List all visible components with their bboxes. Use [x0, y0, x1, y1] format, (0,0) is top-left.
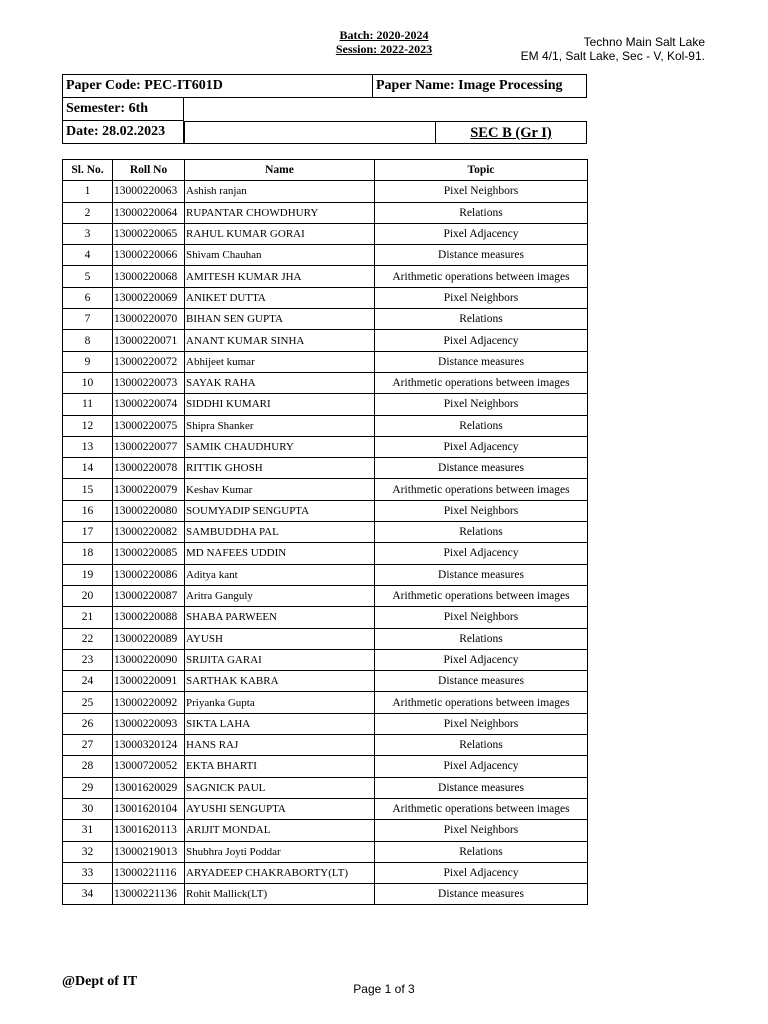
roll-no-cell: 13000220064 [113, 202, 185, 223]
paper-name: Paper Name: Image Processing [373, 74, 587, 98]
roll-no-cell: 13000220087 [113, 585, 185, 606]
topic-cell: Distance measures [375, 245, 588, 266]
name-cell: Keshav Kumar [185, 479, 375, 500]
name-cell: Shipra Shanker [185, 415, 375, 436]
topic-cell: Distance measures [375, 671, 588, 692]
topic-cell: Pixel Adjacency [375, 756, 588, 777]
roll-no-cell: 13000220085 [113, 543, 185, 564]
topic-cell: Pixel Adjacency [375, 649, 588, 670]
sl-no-cell: 23 [63, 649, 113, 670]
name-cell: SOUMYADIP SENGUPTA [185, 500, 375, 521]
page-number: Page 1 of 3 [353, 982, 415, 996]
col-header-roll-no: Roll No [113, 160, 185, 181]
topic-cell: Pixel Adjacency [375, 330, 588, 351]
name-cell: SHABA PARWEEN [185, 607, 375, 628]
sl-no-cell: 4 [63, 245, 113, 266]
institution-name: Techno Main Salt Lake [583, 35, 705, 49]
table-row [63, 479, 588, 500]
sl-no-cell: 28 [63, 756, 113, 777]
student-topic-table [62, 159, 588, 905]
roll-no-cell: 13000220092 [113, 692, 185, 713]
table-row [63, 458, 588, 479]
sl-no-cell: 17 [63, 522, 113, 543]
topic-cell: Distance measures [375, 564, 588, 585]
institution-address: EM 4/1, Salt Lake, Sec - V, Kol-91. [520, 49, 705, 63]
date: Date: 28.02.2023 [62, 121, 184, 144]
col-header-sl-no: Sl. No. [63, 160, 113, 181]
blank-cell [184, 121, 436, 144]
col-header-topic: Topic [375, 160, 588, 181]
table-row [63, 692, 588, 713]
table-row [63, 394, 588, 415]
roll-no-cell: 13000220063 [113, 181, 185, 202]
sl-no-cell: 1 [63, 181, 113, 202]
topic-cell: Relations [375, 628, 588, 649]
table-row [63, 798, 588, 819]
topic-cell: Pixel Neighbors [375, 394, 588, 415]
name-cell: HANS RAJ [185, 735, 375, 756]
topic-cell: Arithmetic operations between images [375, 798, 588, 819]
roll-no-cell: 13000220089 [113, 628, 185, 649]
name-cell: MD NAFEES UDDIN [185, 543, 375, 564]
institution-block [521, 35, 705, 63]
roll-no-cell: 13000220078 [113, 458, 185, 479]
roll-no-cell: 13001620104 [113, 798, 185, 819]
table-row [63, 735, 588, 756]
topic-cell: Pixel Adjacency [375, 543, 588, 564]
topic-cell: Pixel Adjacency [375, 862, 588, 883]
sl-no-cell: 9 [63, 351, 113, 372]
name-cell: ARYADEEP CHAKRABORTY(LT) [185, 862, 375, 883]
session-text: Session: 2022-2023 [335, 42, 433, 56]
sl-no-cell: 10 [63, 372, 113, 393]
name-cell: SRIJITA GARAI [185, 649, 375, 670]
topic-cell: Arithmetic operations between images [375, 266, 588, 287]
semester: Semester: 6th [62, 98, 184, 121]
roll-no-cell: 13000220093 [113, 713, 185, 734]
topic-cell: Arithmetic operations between images [375, 372, 588, 393]
sl-no-cell: 16 [63, 500, 113, 521]
topic-cell: Distance measures [375, 458, 588, 479]
sl-no-cell: 31 [63, 820, 113, 841]
topic-cell: Relations [375, 202, 588, 223]
name-cell: RUPANTAR CHOWDHURY [185, 202, 375, 223]
sl-no-cell: 25 [63, 692, 113, 713]
name-cell: Shubhra Joyti Poddar [185, 841, 375, 862]
name-cell: SARTHAK KABRA [185, 671, 375, 692]
table-row [63, 649, 588, 670]
name-cell: RAHUL KUMAR GORAI [185, 223, 375, 244]
table-row [63, 564, 588, 585]
topic-cell: Arithmetic operations between images [375, 585, 588, 606]
table-row [63, 372, 588, 393]
roll-no-cell: 13000220070 [113, 309, 185, 330]
name-cell: Abhijeet kumar [185, 351, 375, 372]
name-cell: ANIKET DUTTA [185, 287, 375, 308]
table-row [63, 266, 588, 287]
name-cell: EKTA BHARTI [185, 756, 375, 777]
sl-no-cell: 34 [63, 884, 113, 905]
topic-cell: Pixel Neighbors [375, 607, 588, 628]
topic-cell: Pixel Neighbors [375, 713, 588, 734]
section-label: SEC B (Gr I) [436, 121, 587, 144]
topic-cell: Pixel Neighbors [375, 287, 588, 308]
sl-no-cell: 27 [63, 735, 113, 756]
roll-no-cell: 13000220069 [113, 287, 185, 308]
table-row [63, 628, 588, 649]
topic-cell: Distance measures [375, 777, 588, 798]
name-cell: SIKTA LAHA [185, 713, 375, 734]
topic-cell: Relations [375, 841, 588, 862]
table-row [63, 415, 588, 436]
name-cell: AYUSHI SENGUPTA [185, 798, 375, 819]
sl-no-cell: 18 [63, 543, 113, 564]
roll-no-cell: 13000220080 [113, 500, 185, 521]
batch-session-block [300, 28, 468, 56]
sl-no-cell: 22 [63, 628, 113, 649]
table-row [63, 585, 588, 606]
roll-no-cell: 13000220077 [113, 436, 185, 457]
name-cell: RITTIK GHOSH [185, 458, 375, 479]
table-row [63, 223, 588, 244]
sl-no-cell: 13 [63, 436, 113, 457]
table-row [63, 351, 588, 372]
roll-no-cell: 13000220071 [113, 330, 185, 351]
sl-no-cell: 11 [63, 394, 113, 415]
roll-no-cell: 13001620029 [113, 777, 185, 798]
sl-no-cell: 7 [63, 309, 113, 330]
table-row [63, 500, 588, 521]
roll-no-cell: 13000220082 [113, 522, 185, 543]
name-cell: SAGNICK PAUL [185, 777, 375, 798]
name-cell: Shivam Chauhan [185, 245, 375, 266]
roll-no-cell: 13000220079 [113, 479, 185, 500]
name-cell: ANANT KUMAR SINHA [185, 330, 375, 351]
table-row [63, 607, 588, 628]
dept-footer: @Dept of IT [62, 974, 138, 989]
name-cell: SAMBUDDHA PAL [185, 522, 375, 543]
topic-cell: Relations [375, 522, 588, 543]
roll-no-cell: 13000221116 [113, 862, 185, 883]
roll-no-cell: 13000220091 [113, 671, 185, 692]
sl-no-cell: 33 [63, 862, 113, 883]
name-cell: Ashish ranjan [185, 181, 375, 202]
table-row [63, 245, 588, 266]
table-row [63, 181, 588, 202]
roll-no-cell: 13000220066 [113, 245, 185, 266]
topic-cell: Pixel Neighbors [375, 181, 588, 202]
table-row [63, 884, 588, 905]
roll-no-cell: 13000220072 [113, 351, 185, 372]
sl-no-cell: 6 [63, 287, 113, 308]
table-row [63, 436, 588, 457]
col-header-name: Name [185, 160, 375, 181]
sl-no-cell: 20 [63, 585, 113, 606]
sl-no-cell: 29 [63, 777, 113, 798]
roll-no-cell: 13000720052 [113, 756, 185, 777]
topic-cell: Relations [375, 309, 588, 330]
table-row [63, 309, 588, 330]
table-row [63, 330, 588, 351]
roll-no-cell: 13000220088 [113, 607, 185, 628]
table-row [63, 522, 588, 543]
name-cell: Aritra Ganguly [185, 585, 375, 606]
sl-no-cell: 3 [63, 223, 113, 244]
sl-no-cell: 15 [63, 479, 113, 500]
roll-no-cell: 13000220075 [113, 415, 185, 436]
name-cell: Priyanka Gupta [185, 692, 375, 713]
name-cell: SAYAK RAHA [185, 372, 375, 393]
roll-no-cell: 13000220065 [113, 223, 185, 244]
topic-cell: Pixel Adjacency [375, 223, 588, 244]
roll-no-cell: 13000220086 [113, 564, 185, 585]
name-cell: AYUSH [185, 628, 375, 649]
name-cell: SIDDHI KUMARI [185, 394, 375, 415]
table-row [63, 862, 588, 883]
topic-cell: Arithmetic operations between images [375, 692, 588, 713]
roll-no-cell: 13001620113 [113, 820, 185, 841]
sl-no-cell: 30 [63, 798, 113, 819]
table-row [63, 287, 588, 308]
table-header-row [63, 160, 588, 181]
roll-no-cell: 13000221136 [113, 884, 185, 905]
table-row [63, 841, 588, 862]
sl-no-cell: 21 [63, 607, 113, 628]
topic-cell: Relations [375, 735, 588, 756]
table-row [63, 671, 588, 692]
table-row [63, 756, 588, 777]
name-cell: SAMIK CHAUDHURY [185, 436, 375, 457]
sl-no-cell: 8 [63, 330, 113, 351]
sl-no-cell: 5 [63, 266, 113, 287]
topic-cell: Pixel Neighbors [375, 820, 588, 841]
name-cell: Aditya kant [185, 564, 375, 585]
roll-no-cell: 13000219013 [113, 841, 185, 862]
sl-no-cell: 24 [63, 671, 113, 692]
roll-no-cell: 13000220074 [113, 394, 185, 415]
topic-cell: Pixel Adjacency [375, 436, 588, 457]
name-cell: ARIJIT MONDAL [185, 820, 375, 841]
sl-no-cell: 2 [63, 202, 113, 223]
topic-cell: Relations [375, 415, 588, 436]
table-body [63, 181, 588, 905]
name-cell: BIHAN SEN GUPTA [185, 309, 375, 330]
name-cell: Rohit Mallick(LT) [185, 884, 375, 905]
roll-no-cell: 13000320124 [113, 735, 185, 756]
sl-no-cell: 19 [63, 564, 113, 585]
sl-no-cell: 12 [63, 415, 113, 436]
topic-cell: Arithmetic operations between images [375, 479, 588, 500]
roll-no-cell: 13000220090 [113, 649, 185, 670]
table-row [63, 543, 588, 564]
sl-no-cell: 26 [63, 713, 113, 734]
roll-no-cell: 13000220068 [113, 266, 185, 287]
table-row [63, 202, 588, 223]
topic-cell: Distance measures [375, 884, 588, 905]
table-row [63, 713, 588, 734]
roll-no-cell: 13000220073 [113, 372, 185, 393]
table-row [63, 777, 588, 798]
topic-cell: Distance measures [375, 351, 588, 372]
batch-text: Batch: 2020-2024 [339, 28, 429, 42]
sl-no-cell: 14 [63, 458, 113, 479]
sl-no-cell: 32 [63, 841, 113, 862]
table-row [63, 820, 588, 841]
topic-cell: Pixel Neighbors [375, 500, 588, 521]
name-cell: AMITESH KUMAR JHA [185, 266, 375, 287]
paper-code: Paper Code: PEC-IT601D [62, 74, 373, 98]
